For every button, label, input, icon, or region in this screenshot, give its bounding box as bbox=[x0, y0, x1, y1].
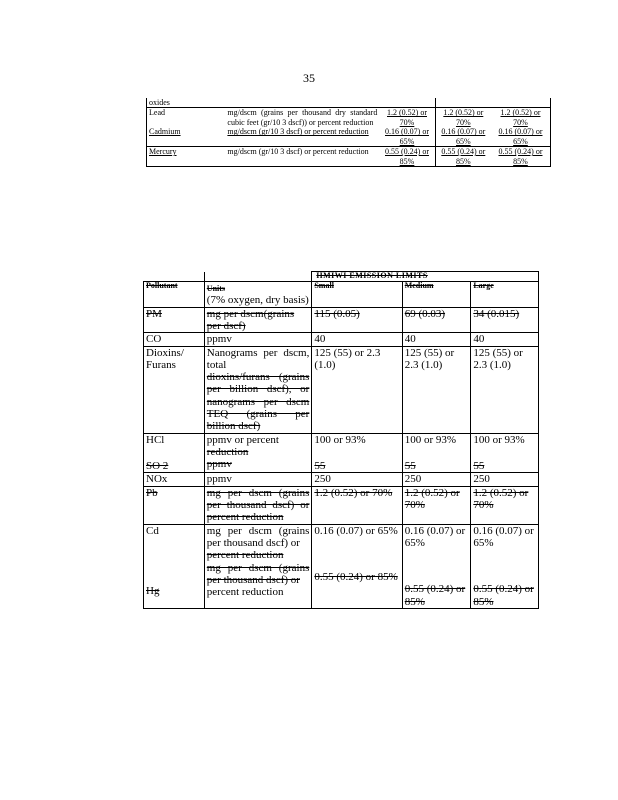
dioxins-pollutant: Dioxins/ Furans bbox=[144, 346, 205, 433]
cd-medium: 0.16 (0.07) or 65% bbox=[404, 524, 466, 549]
hcl-units-a: ppmv or percent bbox=[206, 433, 279, 446]
header-units-note: (7% oxygen, dry basis) bbox=[206, 294, 309, 307]
nox-medium: 250 bbox=[402, 473, 471, 486]
lead-large: 1.2 (0.52) or 70% bbox=[491, 108, 551, 127]
cd-large: 0.16 (0.07) or 65% bbox=[473, 524, 534, 549]
dioxins-row bbox=[144, 346, 539, 433]
pm-medium: 69 (0.03) bbox=[402, 307, 471, 333]
pb-small: 1.2 (0.52) or 70% bbox=[312, 486, 402, 524]
cd-units-b: percent reduction bbox=[206, 549, 284, 562]
pb-medium: 1.2 (0.52) or 70% bbox=[402, 486, 471, 524]
nox-units: ppmv bbox=[204, 473, 312, 486]
cadmium-large: 0.16 (0.07) or 65% bbox=[498, 127, 543, 146]
lead-pollutant: Lead bbox=[147, 108, 226, 127]
pm-pollutant: PM bbox=[144, 307, 205, 333]
hcl-large: 100 or 93% bbox=[473, 433, 525, 446]
so2-pollutant: SO 2 bbox=[146, 460, 169, 473]
pb-pollutant: Pb bbox=[144, 486, 205, 524]
nox-row bbox=[144, 473, 539, 486]
co-small: 40 bbox=[312, 333, 402, 346]
cd-pollutant: Cd bbox=[146, 524, 159, 537]
cd-units-a: mg per dscm (grains per thousand dscf) or bbox=[206, 524, 310, 549]
pb-large: 1.2 (0.52) or 70% bbox=[471, 486, 539, 524]
pm-large: 34 (0.015) bbox=[471, 307, 539, 333]
cadmium-pollutant: Cadmium bbox=[149, 127, 181, 137]
co-medium: 40 bbox=[402, 333, 471, 346]
header-large: Large bbox=[473, 280, 494, 290]
cadmium-medium: 0.16 (0.07) or 65% bbox=[441, 127, 486, 146]
header-units: Units bbox=[206, 283, 226, 293]
emission-limits-title: HMIWI EMISSION LIMITS bbox=[316, 271, 428, 280]
co-units: ppmv bbox=[204, 333, 312, 346]
cadmium-row bbox=[147, 127, 551, 146]
so2-small: 55 bbox=[314, 460, 326, 473]
so2-units: ppmv bbox=[206, 458, 232, 471]
co-row bbox=[144, 333, 539, 346]
lead-row bbox=[147, 108, 551, 127]
pb-row bbox=[144, 486, 539, 524]
lead-units: mg/dscm (grains per thousand dry standard cubic feet (gr/10 3 dscf)) or percent reduction bbox=[227, 108, 378, 127]
hcl-so2-row bbox=[144, 433, 539, 473]
mercury-row bbox=[147, 147, 551, 167]
so2-medium: 55 bbox=[404, 460, 416, 473]
hg-large: 0.55 (0.24) or 85% bbox=[473, 583, 534, 608]
hg-small: 0.55 (0.24) or 85% bbox=[314, 570, 398, 583]
co-pollutant: CO bbox=[144, 333, 205, 346]
lead-medium: 1.2 (0.52) or 70% bbox=[435, 108, 491, 127]
mercury-small: 0.55 (0.24) or 85% bbox=[379, 147, 435, 167]
mercury-large: 0.55 (0.24) or 85% bbox=[491, 147, 551, 167]
pm-row bbox=[144, 307, 539, 333]
cd-small: 0.16 (0.07) or 65% bbox=[314, 524, 398, 537]
hcl-medium: 100 or 93% bbox=[404, 433, 457, 446]
dioxins-medium: 125 (55) or 2.3 (1.0) bbox=[402, 346, 471, 433]
pm-small: 115 (0.05) bbox=[312, 307, 402, 333]
hcl-units-b: reduction bbox=[206, 446, 249, 459]
hmiwi-emission-limits-table bbox=[143, 271, 539, 609]
header-small: Small bbox=[314, 280, 334, 290]
hg-medium: 0.55 (0.24) or 85% bbox=[404, 583, 466, 608]
dioxins-small: 125 (55) or 2.3 (1.0) bbox=[312, 346, 402, 433]
cadmium-small: 0.16 (0.07) or 65% bbox=[379, 127, 435, 146]
hg-units-b: percent reduction bbox=[206, 586, 284, 599]
hg-pollutant: Hg bbox=[146, 584, 160, 597]
nox-large: 250 bbox=[471, 473, 539, 486]
mercury-medium: 0.55 (0.24) or 85% bbox=[435, 147, 491, 167]
dioxins-units-b: dioxins/furans (grains per billion dscf), or nanograms per dscm TEQ (grains per billion dscf) bbox=[206, 371, 310, 433]
co-large: 40 bbox=[471, 333, 539, 346]
nox-small: 250 bbox=[312, 473, 402, 486]
pm-units: mg per dscm(grains per dscf) bbox=[204, 307, 312, 333]
mercury-units: mg/dscm (gr/10 3 dscf) or percent reduction bbox=[225, 147, 379, 167]
hg-units-a: mg per dscm (grains per thousand dscf) or bbox=[206, 561, 310, 586]
so2-large: 55 bbox=[473, 460, 485, 473]
header-row bbox=[144, 281, 539, 307]
pb-units: mg per dscm (grains per thousand dscf) or percent reduction bbox=[204, 486, 312, 524]
header-medium: Medium bbox=[404, 280, 434, 290]
hcl-pollutant: HCl bbox=[146, 433, 165, 446]
dioxins-units-a: Nanograms per dscm, total bbox=[206, 346, 310, 371]
page-number: 35 bbox=[303, 71, 315, 85]
header-pollutant: Pollutant bbox=[146, 280, 178, 290]
cd-hg-row bbox=[144, 524, 539, 608]
emission-limits-table-continued bbox=[146, 98, 551, 167]
cadmium-units: mg/dscm (gr/10 3 dscf) or percent reduction bbox=[227, 127, 369, 137]
dioxins-large: 125 (55) or 2.3 (1.0) bbox=[471, 346, 539, 433]
lead-small: 1.2 (0.52) or 70% bbox=[379, 108, 435, 127]
nox-pollutant: NOx bbox=[144, 473, 205, 486]
oxides-label: oxides bbox=[149, 98, 170, 107]
hcl-small: 100 or 93% bbox=[314, 433, 366, 446]
mercury-pollutant: Mercury bbox=[147, 147, 226, 167]
